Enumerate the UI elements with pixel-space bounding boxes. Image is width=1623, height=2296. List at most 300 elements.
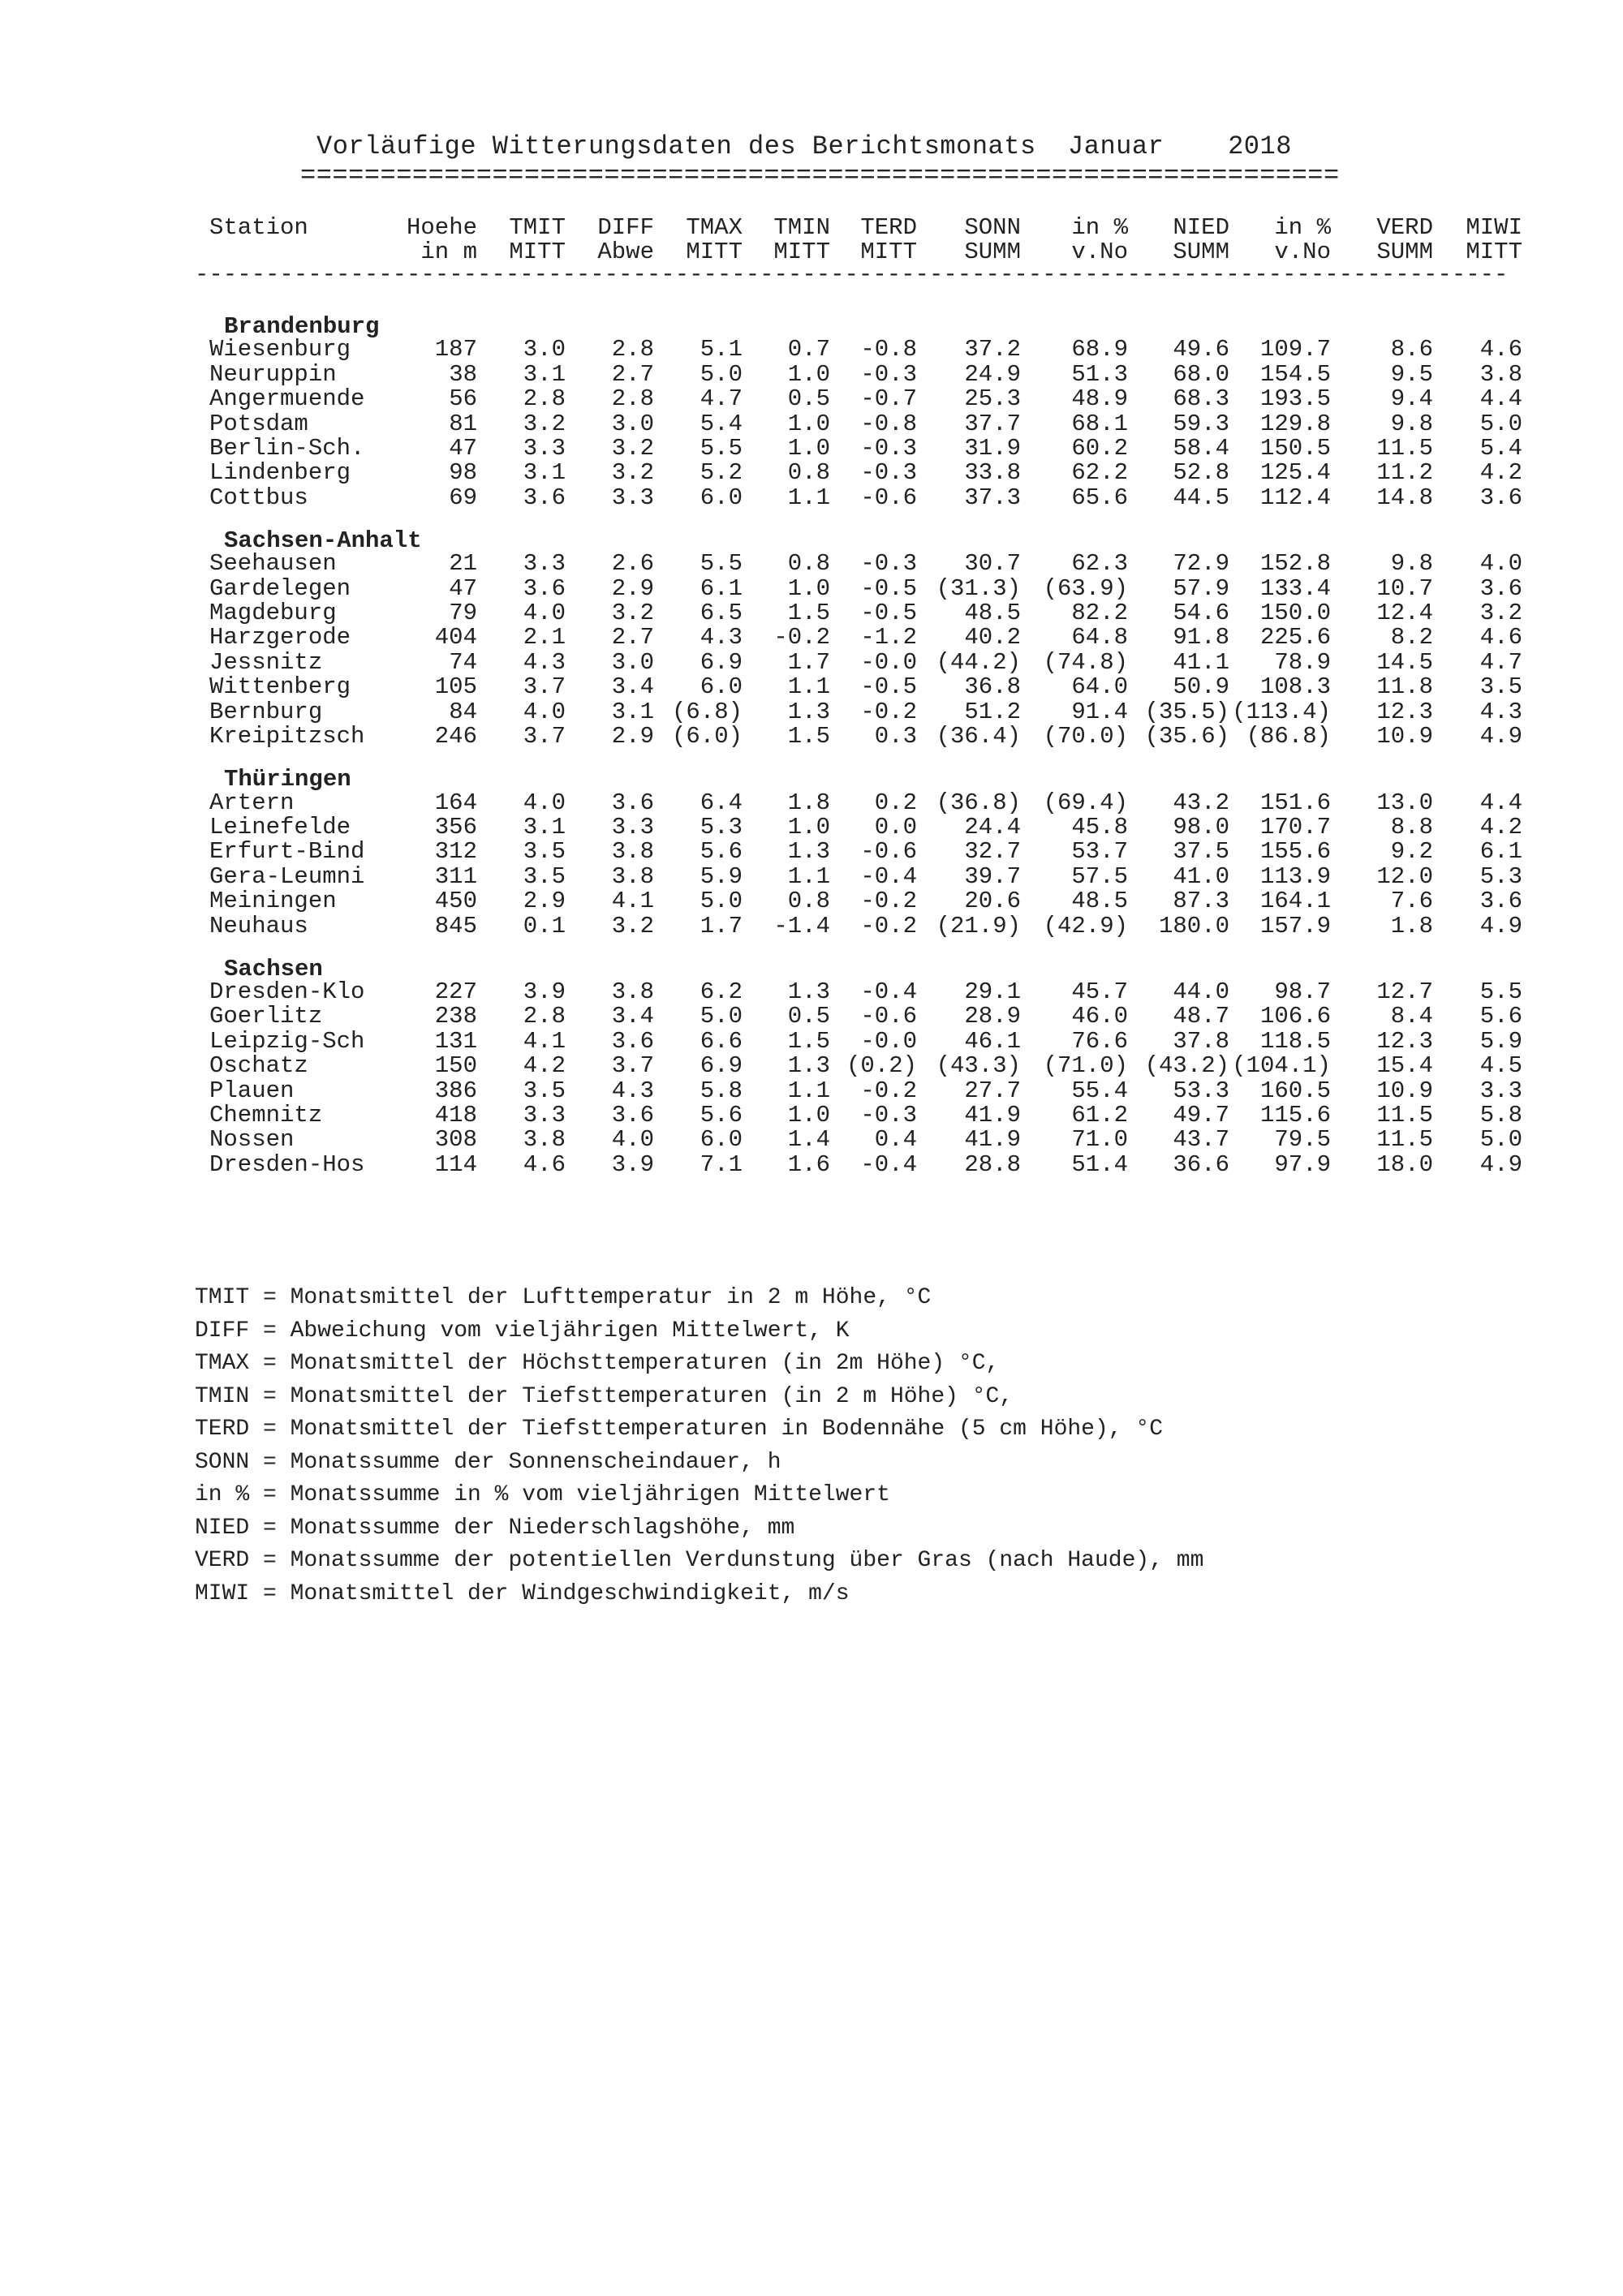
table-row [0, 1128, 1623, 1152]
table-cell: 129.8 [1259, 410, 1331, 437]
table-cell: 2.1 [523, 624, 566, 651]
table-cell: 61.2 [1071, 1102, 1128, 1129]
column-header: MIWI [1466, 214, 1522, 241]
table-cell: 5.9 [1479, 1027, 1522, 1055]
table-cell: 6.1 [700, 574, 743, 602]
column-subheader: in m [420, 239, 477, 265]
table-row [0, 601, 1623, 626]
table-cell: 41.9 [964, 1102, 1021, 1129]
legend-line: SONN = Monatssumme der Sonnenscheindauer, h [195, 1449, 781, 1475]
table-row [0, 980, 1623, 1004]
table-cell: 3.5 [523, 838, 566, 866]
legend-line: DIFF = Abweichung vom vieljährigen Mittelwert, K [195, 1318, 850, 1344]
table-cell: 37.8 [1173, 1027, 1229, 1055]
table-cell: 2.9 [523, 888, 566, 915]
table-cell: 450 [434, 888, 477, 915]
table-cell: 8.8 [1390, 813, 1433, 841]
table-cell: 43.7 [1173, 1126, 1229, 1154]
table-cell: 98.7 [1274, 978, 1331, 1006]
table-cell: 3.3 [523, 550, 566, 578]
table-cell: 3.2 [1479, 600, 1522, 627]
table-cell: 1.7 [787, 648, 830, 676]
table-cell: (113.4) [1232, 698, 1331, 725]
table-cell: 157.9 [1259, 912, 1331, 939]
table-cell: 29.1 [964, 978, 1021, 1006]
table-cell: 6.0 [700, 673, 743, 701]
column-subheader: SUMM [1173, 239, 1229, 265]
table-cell: 4.4 [1479, 385, 1522, 413]
station-name: Erfurt-Bind [209, 838, 365, 866]
table-cell: 1.3 [787, 698, 830, 725]
table-cell: 5.0 [700, 1003, 743, 1030]
table-cell: -0.7 [860, 385, 917, 413]
table-cell: (71.0) [1043, 1052, 1128, 1080]
table-cell: 3.9 [611, 1150, 654, 1178]
table-cell: 3.4 [611, 673, 654, 701]
table-cell: 27.7 [964, 1077, 1021, 1104]
table-cell: 3.3 [1479, 1077, 1522, 1104]
table-row [0, 700, 1623, 724]
legend-line: VERD = Monatssumme der potentiellen Verdunstung über Gras (nach Haude), mm [195, 1548, 1204, 1573]
table-cell: 0.5 [787, 1003, 830, 1030]
table-cell: 2.8 [523, 1003, 566, 1030]
table-cell: 6.9 [700, 648, 743, 676]
table-cell: 3.6 [611, 1102, 654, 1129]
table-cell: 0.0 [874, 813, 917, 841]
station-name: Leipzig-Sch [209, 1027, 365, 1055]
table-cell: 6.4 [700, 789, 743, 816]
table-cell: -1.4 [773, 912, 830, 939]
station-name: Harzgerode [209, 624, 351, 651]
table-cell: 1.1 [787, 862, 830, 890]
table-cell: (42.9) [1043, 912, 1128, 939]
table-cell: 14.5 [1376, 648, 1433, 676]
table-cell: 37.2 [964, 336, 1021, 363]
table-cell: 6.9 [700, 1052, 743, 1080]
table-cell: 8.2 [1390, 624, 1433, 651]
table-cell: 48.9 [1071, 385, 1128, 413]
legend-line: TMIT = Monatsmittel der Lufttemperatur in 2 m Höhe, °C [195, 1285, 932, 1310]
table-cell: 845 [434, 912, 477, 939]
table-cell: 6.5 [700, 600, 743, 627]
table-cell: 193.5 [1259, 385, 1331, 413]
table-cell: 4.5 [1479, 1052, 1522, 1080]
table-cell: (35.6) [1144, 723, 1229, 750]
table-cell: 11.5 [1376, 1126, 1433, 1154]
table-cell: 8.6 [1390, 336, 1433, 363]
legend-line: TMIN = Monatsmittel der Tiefsttemperaturen (in 2 m Höhe) °C, [195, 1383, 1014, 1409]
table-cell: 91.8 [1173, 624, 1229, 651]
table-cell: 3.6 [611, 789, 654, 816]
table-cell: (44.2) [936, 648, 1021, 676]
table-cell: 87.3 [1173, 888, 1229, 915]
table-cell: -0.2 [860, 698, 917, 725]
table-cell: 47 [449, 435, 477, 462]
table-cell: -0.3 [860, 435, 917, 462]
table-cell: 2.6 [611, 550, 654, 578]
table-cell: 41.9 [964, 1126, 1021, 1154]
station-name: Kreipitzsch [209, 723, 365, 750]
table-cell: 62.2 [1071, 459, 1128, 487]
station-name: Seehausen [209, 550, 337, 578]
station-name: Cottbus [209, 484, 308, 511]
table-cell: 3.7 [611, 1052, 654, 1080]
table-cell: -0.6 [860, 484, 917, 511]
station-name: Plauen [209, 1077, 295, 1104]
table-cell: 97.9 [1274, 1150, 1331, 1178]
table-cell: 3.3 [523, 435, 566, 462]
table-cell: 1.4 [787, 1126, 830, 1154]
table-row [0, 862, 1623, 890]
table-cell: 8.4 [1390, 1003, 1433, 1030]
table-cell: 3.8 [611, 862, 654, 890]
table-cell: -0.0 [860, 648, 917, 676]
table-cell: 5.3 [700, 813, 743, 841]
table-row [0, 338, 1623, 362]
table-cell: 3.8 [611, 838, 654, 866]
table-cell: 4.2 [1479, 813, 1522, 841]
station-name: Magdeburg [209, 600, 337, 627]
table-cell: 32.7 [964, 838, 1021, 866]
table-cell: 4.1 [523, 1027, 566, 1055]
table-cell: 0.5 [787, 385, 830, 413]
table-cell: 1.3 [787, 978, 830, 1006]
table-cell: -0.5 [860, 673, 917, 701]
table-cell: 5.2 [700, 459, 743, 487]
table-cell: 3.7 [523, 723, 566, 750]
table-cell: 152.8 [1259, 550, 1331, 578]
table-cell: 114 [434, 1150, 477, 1178]
table-cell: 3.2 [611, 600, 654, 627]
section-heading: Sachsen-Anhalt [224, 527, 422, 554]
table-cell: 57.5 [1071, 862, 1128, 890]
title-month: Januar [1068, 131, 1165, 161]
table-cell: 180.0 [1158, 912, 1229, 939]
table-row [0, 1150, 1623, 1178]
table-cell: 4.3 [1479, 698, 1522, 725]
table-cell: (63.9) [1043, 574, 1128, 602]
table-cell: 12.3 [1376, 698, 1433, 725]
station-name: Berlin-Sch. [209, 435, 365, 462]
table-row [0, 1004, 1623, 1029]
table-cell: 44.0 [1173, 978, 1229, 1006]
table-cell: 78.9 [1274, 648, 1331, 676]
section-heading: Thüringen [224, 766, 351, 793]
table-cell: 227 [434, 978, 477, 1006]
table-cell: 56 [449, 385, 477, 413]
title-underline: ================================================================= [300, 161, 1340, 191]
table-cell: -0.5 [860, 574, 917, 602]
table-cell: -0.2 [860, 888, 917, 915]
table-row [0, 626, 1623, 650]
table-cell: 113.9 [1259, 862, 1331, 890]
table-cell: 3.6 [1479, 484, 1522, 511]
table-cell: 46.1 [964, 1027, 1021, 1055]
table-cell: 52.8 [1173, 459, 1229, 487]
table-cell: 1.5 [787, 723, 830, 750]
table-cell: 12.0 [1376, 862, 1433, 890]
table-cell: 112.4 [1259, 484, 1331, 511]
table-cell: 187 [434, 336, 477, 363]
table-cell: 1.1 [787, 673, 830, 701]
table-cell: 4.3 [700, 624, 743, 651]
table-cell: 0.7 [787, 336, 830, 363]
station-name: Lindenberg [209, 459, 351, 487]
table-cell: 5.0 [700, 360, 743, 388]
table-cell: 1.8 [787, 789, 830, 816]
table-cell: 79.5 [1274, 1126, 1331, 1154]
table-row [0, 1079, 1623, 1103]
table-cell: 3.6 [523, 574, 566, 602]
table-cell: (0.2) [846, 1052, 917, 1080]
table-cell: -0.3 [860, 459, 917, 487]
station-name: Jessnitz [209, 648, 323, 676]
table-cell: 4.4 [1479, 789, 1522, 816]
legend-line: NIED = Monatssumme der Niederschlagshöhe, mm [195, 1515, 795, 1541]
table-cell: 150.0 [1259, 600, 1331, 627]
column-subheader: MITT [773, 239, 830, 265]
table-cell: 39.7 [964, 862, 1021, 890]
table-cell: 12.4 [1376, 600, 1433, 627]
column-subheader: Abwe [597, 239, 654, 265]
table-cell: 3.6 [1479, 888, 1522, 915]
table-cell: (6.0) [671, 723, 743, 750]
table-cell: 4.0 [523, 600, 566, 627]
table-cell: 7.6 [1390, 888, 1433, 915]
table-cell: 6.0 [700, 1126, 743, 1154]
table-cell: 386 [434, 1077, 477, 1104]
table-cell: 58.4 [1173, 435, 1229, 462]
table-cell: 4.6 [1479, 624, 1522, 651]
table-cell: 1.0 [787, 574, 830, 602]
column-subheader: MITT [860, 239, 917, 265]
table-cell: 4.0 [523, 698, 566, 725]
table-cell: -1.2 [860, 624, 917, 651]
table-cell: 65.6 [1071, 484, 1128, 511]
table-cell: 21 [449, 550, 477, 578]
table-cell: -0.6 [860, 838, 917, 866]
table-cell: 3.6 [523, 484, 566, 511]
table-row [0, 1027, 1623, 1055]
table-cell: 1.3 [787, 838, 830, 866]
station-name: Nossen [209, 1126, 295, 1154]
table-cell: 3.2 [611, 459, 654, 487]
station-name: Neuruppin [209, 360, 337, 388]
table-cell: 91.4 [1071, 698, 1128, 725]
table-row [0, 387, 1623, 411]
table-cell: (35.5) [1144, 698, 1229, 725]
table-cell: 0.2 [874, 789, 917, 816]
table-cell: (86.8) [1246, 723, 1331, 750]
table-cell: 68.0 [1173, 360, 1229, 388]
table-cell: 36.6 [1173, 1150, 1229, 1178]
table-row [0, 412, 1623, 436]
station-name: Neuhaus [209, 912, 308, 939]
table-cell: 18.0 [1376, 1150, 1433, 1178]
table-cell: 5.6 [700, 838, 743, 866]
legend-line: MIWI = Monatsmittel der Windgeschwindigkeit, m/s [195, 1580, 850, 1606]
table-cell: 10.9 [1376, 1077, 1433, 1104]
table-cell: 3.5 [523, 1077, 566, 1104]
column-header: TMIT [509, 214, 566, 241]
table-cell: 45.7 [1071, 978, 1128, 1006]
table-cell: 10.7 [1376, 574, 1433, 602]
table-cell: 5.0 [700, 888, 743, 915]
table-cell: 2.7 [611, 624, 654, 651]
column-header: VERD [1376, 214, 1433, 241]
table-cell: 5.5 [700, 435, 743, 462]
table-cell: 51.3 [1071, 360, 1128, 388]
table-cell: 0.3 [874, 723, 917, 750]
table-cell: (6.8) [671, 698, 743, 725]
table-cell: 5.3 [1479, 862, 1522, 890]
table-row [0, 815, 1623, 840]
table-cell: 81 [449, 410, 477, 437]
table-cell: (104.1) [1232, 1052, 1331, 1080]
table-cell: -0.2 [860, 912, 917, 939]
table-cell: 160.5 [1259, 1077, 1331, 1104]
table-cell: 3.8 [611, 978, 654, 1006]
table-cell: 312 [434, 838, 477, 866]
table-cell: 62.3 [1071, 550, 1128, 578]
table-cell: (70.0) [1043, 723, 1128, 750]
table-cell: 133.4 [1259, 574, 1331, 602]
column-header: TMIN [773, 214, 830, 241]
table-cell: 1.0 [787, 1102, 830, 1129]
table-cell: 3.1 [611, 698, 654, 725]
table-cell: 3.1 [523, 360, 566, 388]
table-cell: 9.4 [1390, 385, 1433, 413]
column-subheader: SUMM [1376, 239, 1433, 265]
table-cell: 5.6 [1479, 1003, 1522, 1030]
column-subheader: v.No [1071, 239, 1128, 265]
table-cell: 0.8 [787, 459, 830, 487]
table-cell: (43.2) [1144, 1052, 1229, 1080]
table-cell: 38 [449, 360, 477, 388]
table-cell: 37.5 [1173, 838, 1229, 866]
header-row-1 [0, 216, 1623, 240]
table-cell: 28.9 [964, 1003, 1021, 1030]
table-cell: 48.7 [1173, 1003, 1229, 1030]
column-header: Hoehe [406, 214, 477, 241]
table-cell: -0.8 [860, 336, 917, 363]
table-cell: 3.3 [523, 1102, 566, 1129]
table-cell: 4.0 [523, 789, 566, 816]
table-cell: 3.8 [523, 1126, 566, 1154]
table-cell: 2.9 [611, 723, 654, 750]
table-cell: 37.7 [964, 410, 1021, 437]
column-header: NIED [1173, 214, 1229, 241]
table-cell: 5.5 [1479, 978, 1522, 1006]
table-cell: 3.8 [1479, 360, 1522, 388]
table-cell: 4.7 [700, 385, 743, 413]
column-subheader: MITT [1466, 239, 1522, 265]
legend-line: in % = Monatssumme in % vom vieljährigen Mittelwert [195, 1482, 890, 1507]
station-name: Gardelegen [209, 574, 351, 602]
table-cell: 11.5 [1376, 435, 1433, 462]
table-row [0, 360, 1623, 388]
table-cell: 105 [434, 673, 477, 701]
table-cell: 25.3 [964, 385, 1021, 413]
table-cell: -0.3 [860, 550, 917, 578]
table-row [0, 791, 1623, 815]
table-cell: 98 [449, 459, 477, 487]
station-name: Chemnitz [209, 1102, 323, 1129]
table-cell: 1.0 [787, 435, 830, 462]
table-cell: 9.5 [1390, 360, 1433, 388]
table-cell: 14.8 [1376, 484, 1433, 511]
table-row [0, 1103, 1623, 1128]
table-cell: 51.2 [964, 698, 1021, 725]
table-cell: 5.4 [700, 410, 743, 437]
table-cell: 3.9 [523, 978, 566, 1006]
table-cell: 11.2 [1376, 459, 1433, 487]
table-cell: 4.6 [1479, 336, 1522, 363]
table-cell: 68.1 [1071, 410, 1128, 437]
table-cell: 404 [434, 624, 477, 651]
table-cell: (69.4) [1043, 789, 1128, 816]
table-cell: 5.0 [1479, 410, 1522, 437]
table-cell: 6.2 [700, 978, 743, 1006]
table-cell: 1.3 [787, 1052, 830, 1080]
table-cell: 1.0 [787, 360, 830, 388]
table-cell: 64.0 [1071, 673, 1128, 701]
table-cell: 55.4 [1071, 1077, 1128, 1104]
table-cell: 109.7 [1259, 336, 1331, 363]
table-cell: 4.3 [523, 648, 566, 676]
table-row [0, 461, 1623, 485]
table-cell: -0.2 [860, 1077, 917, 1104]
table-row [0, 552, 1623, 576]
table-cell: 84 [449, 698, 477, 725]
header-separator: --------------------------------------------------------------------------------------------- [195, 261, 1509, 288]
table-cell: 2.7 [611, 360, 654, 388]
table-cell: 2.9 [611, 574, 654, 602]
table-cell: 4.9 [1479, 723, 1522, 750]
table-cell: 308 [434, 1126, 477, 1154]
table-cell: 48.5 [1071, 888, 1128, 915]
table-cell: 13.0 [1376, 789, 1433, 816]
table-cell: 53.3 [1173, 1077, 1229, 1104]
table-row [0, 486, 1623, 510]
table-cell: (36.4) [936, 723, 1021, 750]
table-cell: 49.6 [1173, 336, 1229, 363]
table-cell: 41.0 [1173, 862, 1229, 890]
table-cell: 3.6 [611, 1027, 654, 1055]
table-row [0, 648, 1623, 676]
table-cell: 71.0 [1071, 1126, 1128, 1154]
table-cell: 82.2 [1071, 600, 1128, 627]
table-cell: 238 [434, 1003, 477, 1030]
table-cell: 12.7 [1376, 978, 1433, 1006]
table-cell: 50.9 [1173, 673, 1229, 701]
table-cell: 74 [449, 648, 477, 676]
table-cell: 69 [449, 484, 477, 511]
table-cell: (74.8) [1043, 648, 1128, 676]
table-cell: 28.8 [964, 1150, 1021, 1178]
table-cell: 5.4 [1479, 435, 1522, 462]
table-cell: 3.6 [1479, 574, 1522, 602]
table-cell: 2.8 [611, 385, 654, 413]
page-title [316, 131, 1292, 161]
table-cell: 43.2 [1173, 789, 1229, 816]
table-cell: 5.6 [700, 1102, 743, 1129]
table-cell: 72.9 [1173, 550, 1229, 578]
table-cell: 9.8 [1390, 550, 1433, 578]
table-cell: -0.6 [860, 1003, 917, 1030]
table-cell: 3.2 [523, 410, 566, 437]
table-cell: 46.0 [1071, 1003, 1128, 1030]
